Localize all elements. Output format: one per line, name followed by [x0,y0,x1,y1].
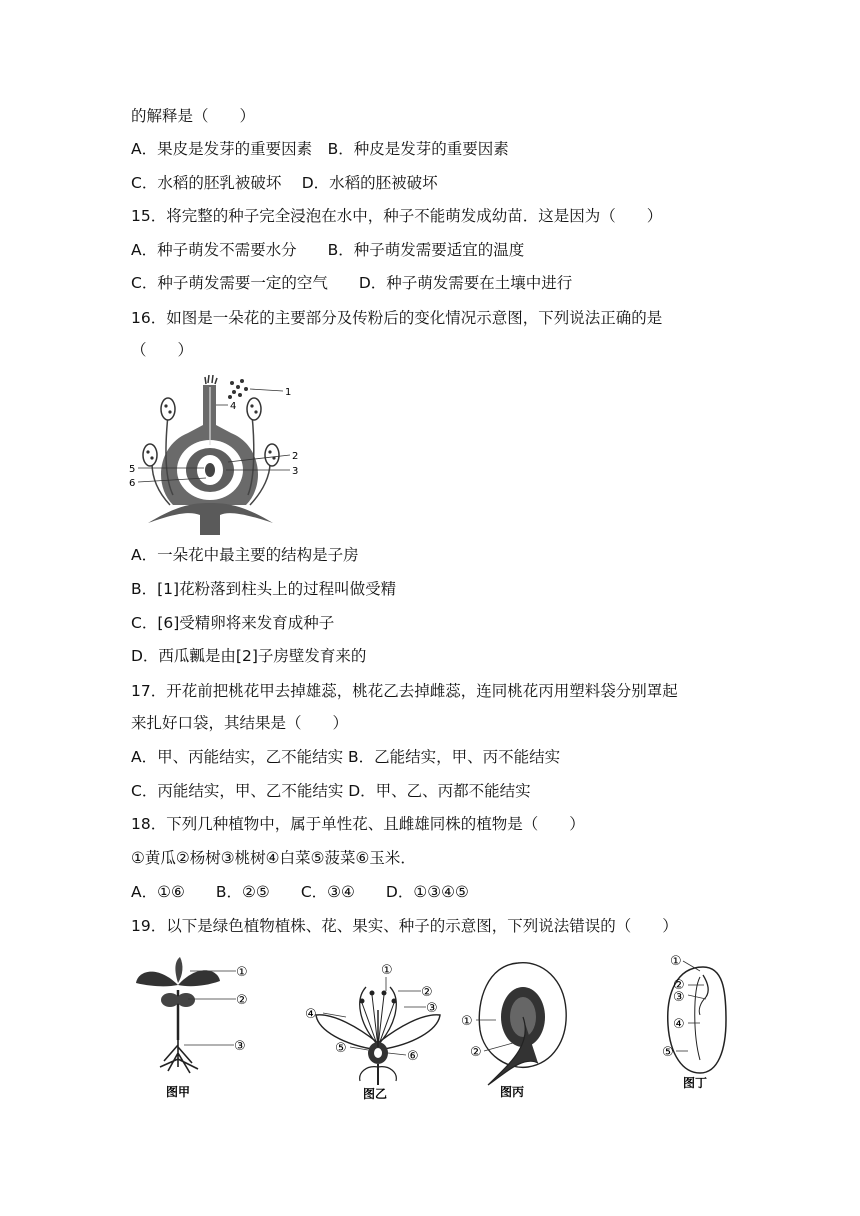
yi-label-2: ② [421,985,433,1000]
flower-diagram [128,375,308,540]
q17-stem: 17．开花前把桃花甲去掉雄蕊，桃花乙去掉雌蕊，连同桃花丙用塑料袋分别罩起 [131,682,678,700]
anther [161,398,175,420]
anther [247,398,261,420]
q16-option-a: A．一朵花中最主要的结构是子房 [131,546,359,564]
jia-caption: 图甲 [166,1085,191,1099]
q17-options-cd: C．丙能结实，甲、乙不能结实 D．甲、乙、丙都不能结实 [131,782,531,800]
q16-stem: 16．如图是一朵花的主要部分及传粉后的变化情况示意图，下列说法正确的是 [131,309,663,327]
q16-option-b: B．[1]花粉落到柱头上的过程叫做受精 [131,580,397,598]
bing-label-1: ① [461,1014,473,1029]
yi-label-3: ③ [426,1001,438,1016]
q16-option-d: D．西瓜瓤是由[2]子房壁发育来的 [131,647,367,665]
plant-seedling-diagram [136,957,248,1099]
yi-caption: 图乙 [363,1087,388,1100]
yi-label-5: ⑤ [335,1041,347,1056]
anther [143,444,157,466]
q16-option-c: C．[6]受精卵将来发育成种子 [131,614,335,632]
yi-label-4: ④ [305,1007,317,1022]
flower-structure-diagram [305,963,440,1100]
bing-label-2: ② [470,1045,482,1060]
q18-items: ①黄瓜②杨树③桃树④白菜⑤菠菜⑥玉米． [131,849,416,867]
q15-options-ab: A．种子萌发不需要水分 B．种子萌发需要适宜的温度 [131,241,525,259]
ding-label-3: ③ [673,990,685,1005]
q18-options: A．①⑥ B．②⑤ C．③④ D．①③④⑤ [131,883,469,901]
jia-label-3: ③ [234,1039,246,1054]
seed-diagram [662,955,726,1090]
label-6: 6 [129,478,136,489]
label-2: 2 [292,451,299,462]
label-4: 4 [230,401,237,412]
q15-stem: 15．将完整的种子完全浸泡在水中，种子不能萌发成幼苗．这是因为（ ） [131,207,663,225]
q15-options-cd: C．种子萌发需要一定的空气 D．种子萌发需要在土壤中进行 [131,274,573,292]
ding-label-4: ④ [673,1017,685,1032]
anther [265,444,279,466]
q14-stem-end: 的解释是（ ） [131,107,256,125]
ding-label-1: ① [670,955,682,969]
q16-stem-paren: （ ） [131,341,194,359]
plant-diagrams [128,955,728,1100]
fruit-diagram [461,963,566,1099]
ding-caption: 图丁 [683,1076,708,1090]
bing-caption: 图丙 [500,1085,525,1099]
receptacle [148,503,273,535]
q17-stem-cont: 来扎好口袋，其结果是（ ） [131,714,349,732]
label-3: 3 [292,466,299,477]
q14-options-ab: A．果皮是发芽的重要因素 B．种皮是发芽的重要因素 [131,140,509,158]
jia-label-2: ② [236,993,248,1008]
q17-options-ab: A．甲、丙能结实，乙不能结实 B．乙能结实，甲、丙不能结实 [131,748,561,766]
yi-label-1: ① [381,963,393,978]
q18-stem: 18．下列几种植物中，属于单性花、且雌雄同株的植物是（ ） [131,815,585,833]
label-1: 1 [285,387,292,398]
yi-label-6: ⑥ [407,1049,419,1064]
ding-label-2: ② [673,978,685,993]
q19-stem: 19．以下是绿色植物植株、花、果实、种子的示意图，下列说法错误的（ ） [131,917,678,935]
ding-label-5: ⑤ [662,1045,674,1060]
jia-label-1: ① [236,965,248,980]
q14-options-cd: C．水稻的胚乳被破坏 D．水稻的胚被破坏 [131,174,438,192]
label-5: 5 [129,464,136,475]
